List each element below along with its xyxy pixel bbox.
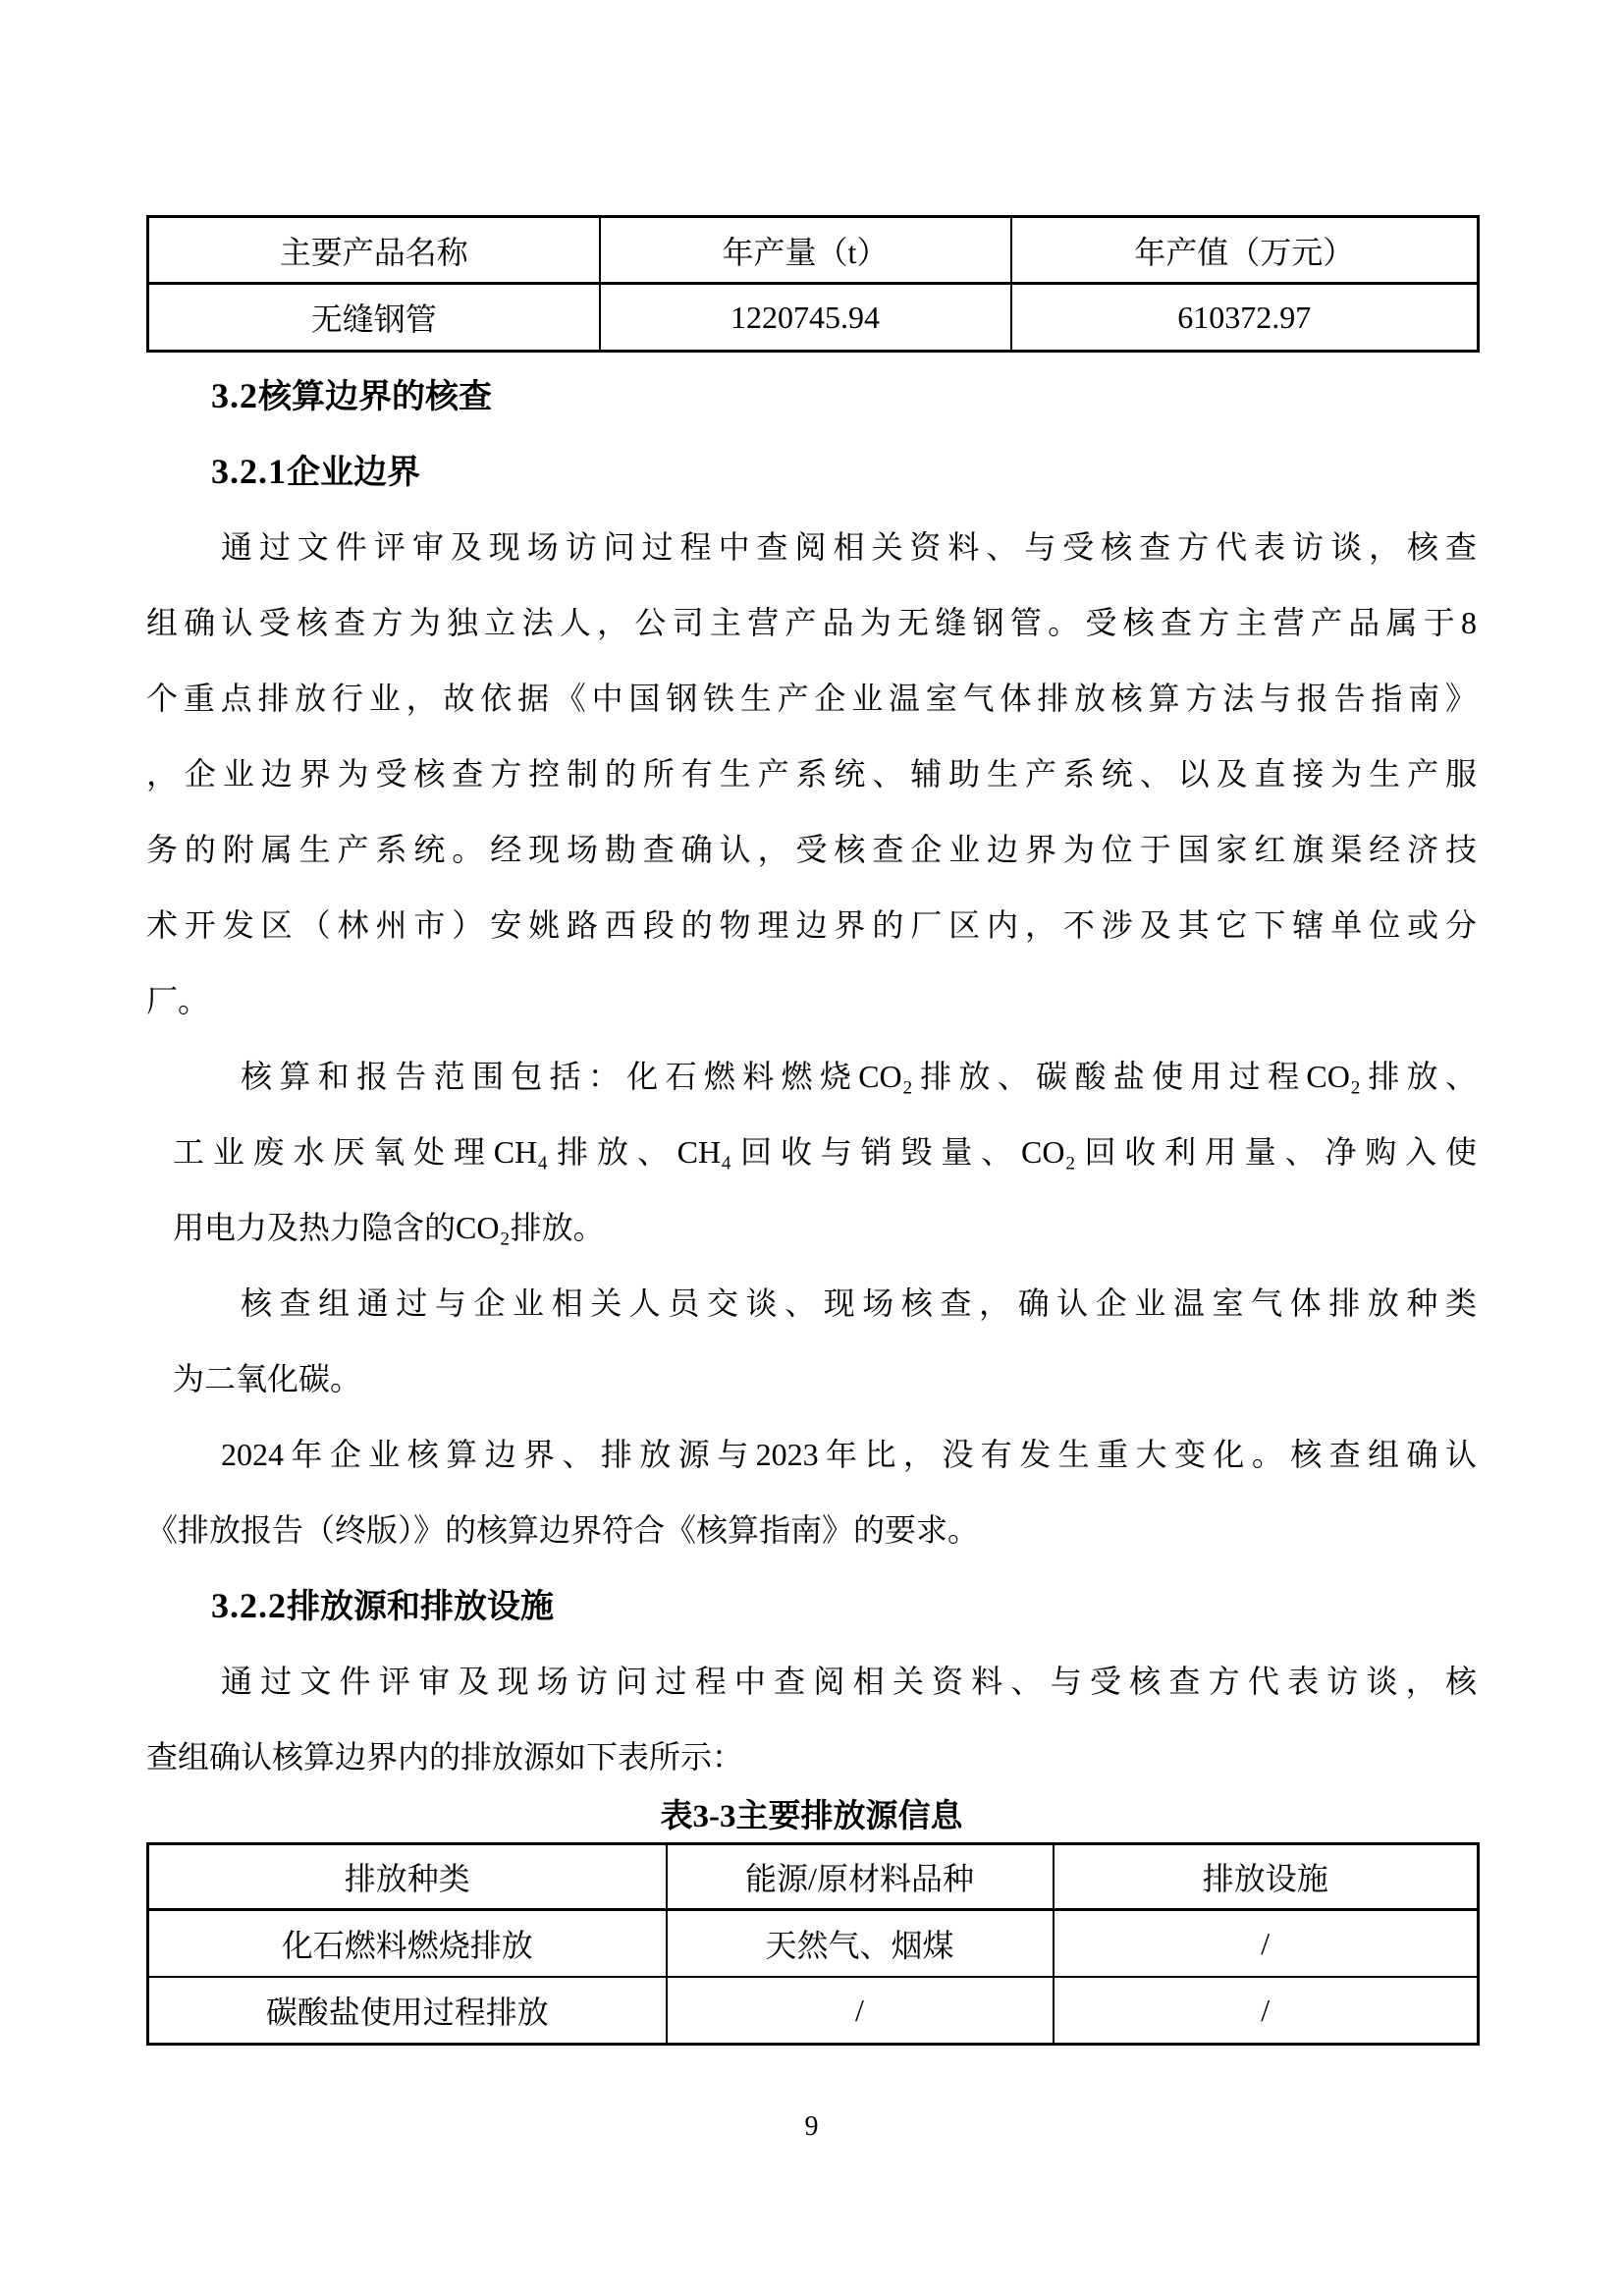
table-cell: 碳酸盐使用过程排放 <box>148 1977 667 2045</box>
paragraph-line: 个重点排放行业，故依据《中国钢铁生产企业温室气体排放核算方法与报告指南》 <box>146 681 1477 716</box>
emission-source-table <box>146 1842 1480 2046</box>
table-header-row <box>148 1844 1479 1910</box>
table-cell: 无缝钢管 <box>148 284 600 352</box>
section-number: 3.2.2 <box>211 1586 287 1625</box>
table-cell: / <box>1054 1977 1479 2045</box>
paragraph-line: 用电力及热力隐含的CO₂排放。 <box>173 1210 605 1245</box>
section-number: 3.2 <box>211 376 258 415</box>
paragraph-accounting-scope <box>146 1039 1477 1266</box>
paragraph-boundary-change <box>146 1417 1477 1568</box>
table-header-cell: 能源/原材料品种 <box>667 1844 1054 1910</box>
section-heading-3-2 <box>146 358 1477 434</box>
paragraph-line: 组确认受核查方为独立法人，公司主营产品为无缝钢管。受核查方主营产品属于8 <box>146 605 1477 640</box>
section-title: 核算边界的核查 <box>258 379 492 415</box>
table-caption: 表3-3主要排放源信息 <box>660 1799 963 1834</box>
paragraph-line: 2024年企业核算边界、排放源与2023年比，没有发生重大变化。核查组确认 <box>221 1437 1477 1472</box>
table-cell: 化石燃料燃烧排放 <box>148 1910 667 1978</box>
paragraph-enterprise-boundary <box>146 510 1477 1039</box>
paragraph-line: 厂。 <box>146 983 210 1018</box>
paragraph-ghg-type <box>146 1266 1477 1417</box>
table-header-cell: 排放设施 <box>1054 1844 1479 1910</box>
paragraph-line: 务的附属生产系统。经现场勘查确认，受核查企业边界为位于国家红旗渠经济技 <box>146 832 1477 867</box>
table-cell: / <box>667 1977 1054 2045</box>
section-title: 企业边界 <box>287 455 420 491</box>
paragraph-line: 通过文件评审及现场访问过程中查阅相关资料、与受核查方代表访谈，核 <box>221 1664 1477 1699</box>
paragraph-line: 通过文件评审及现场访问过程中查阅相关资料、与受核查方代表访谈，核查 <box>221 529 1477 565</box>
table-header-cell: 主要产品名称 <box>148 217 600 284</box>
paragraph-line: 《排放报告（终版）》的核算边界符合《核算指南》的要求。 <box>146 1512 980 1548</box>
table-cell: 天然气、烟煤 <box>667 1910 1054 1978</box>
table-header-cell: 年产量（t） <box>600 217 1011 284</box>
paragraph-line: 术开发区（林州市）安姚路西段的物理边界的厂区内，不涉及其它下辖单位或分 <box>146 907 1477 943</box>
table-row <box>148 1977 1479 2045</box>
table-header-row <box>148 217 1479 284</box>
table-row <box>148 284 1479 352</box>
paragraph-line: 核查组通过与企业相关人员交谈、现场核查，确认企业温室气体排放种类 <box>241 1285 1477 1321</box>
paragraph-line: 查组确认核算边界内的排放源如下表所示： <box>146 1739 744 1775</box>
product-table <box>146 215 1480 353</box>
section-title: 排放源和排放设施 <box>287 1589 554 1625</box>
table-header-cell: 排放种类 <box>148 1844 667 1910</box>
table-cell: / <box>1054 1910 1479 1978</box>
table-row <box>148 1910 1479 1978</box>
table-cell: 1220745.94 <box>600 284 1011 352</box>
paragraph-line: 工业废水厌氧处理CH₄排放、CH₄回收与销毁量、CO₂回收利用量、净购入使 <box>173 1134 1477 1170</box>
table-cell: 610372.97 <box>1011 284 1479 352</box>
paragraph-line: 核算和报告范围包括：化石燃料燃烧CO₂排放、碳酸盐使用过程CO₂排放、 <box>241 1059 1477 1094</box>
paragraph-line: 为二氧化碳。 <box>173 1361 362 1396</box>
table-header-cell: 年产值（万元） <box>1011 217 1479 284</box>
section-number: 3.2.1 <box>211 452 287 491</box>
section-heading-3-2-1 <box>146 434 1477 510</box>
paragraph-line: ，企业边界为受核查方控制的所有生产系统、辅助生产系统、以及直接为生产服 <box>146 756 1477 792</box>
page-number: 9 <box>804 2111 819 2142</box>
paragraph-emission-sources <box>146 1644 1477 1795</box>
section-heading-3-2-2 <box>146 1568 1477 1644</box>
